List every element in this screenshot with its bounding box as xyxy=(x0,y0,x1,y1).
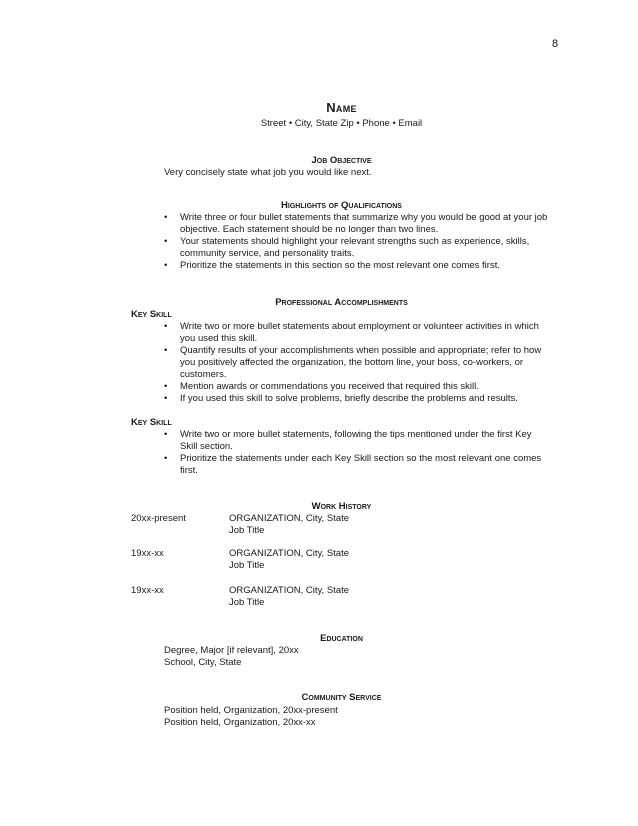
accomplishments-heading: Professional Accomplishments xyxy=(275,297,408,308)
contact-line: Street • City, State Zip • Phone • Email xyxy=(260,118,423,129)
highlights-list xyxy=(164,212,550,272)
job-objective-text: Very concisely state what job you would like next. xyxy=(164,167,372,178)
bullet: • xyxy=(164,381,168,392)
bullet-text: Write three or four bullet statements that summarize why you would be good at your job objective. Each statement should be no longer than two lines. xyxy=(180,212,548,235)
bullet-text: Write two or more bullet statements, following the tips mentioned under the first Key Skill section. xyxy=(180,429,532,452)
list-item xyxy=(164,429,550,453)
page-number: 8 xyxy=(552,38,559,50)
work-date: 19xx-xx xyxy=(131,548,164,559)
education-school: School, City, State xyxy=(164,657,242,668)
work-organization: ORGANIZATION, City, State xyxy=(229,548,349,559)
bullet: • xyxy=(164,321,168,332)
bullet-text: Your statements should highlight your relevant strengths such as experience, skills, community service, and personality traits. xyxy=(180,236,530,259)
bullet-text: Write two or more bullet statements about employment or volunteer activities in which you used this skill. xyxy=(180,321,539,344)
work-date: 19xx-xx xyxy=(131,585,164,596)
work-organization: ORGANIZATION, City, State xyxy=(229,513,349,524)
bullet: • xyxy=(164,236,168,247)
bullet-text: Mention awards or commendations you received that required this skill. xyxy=(180,381,479,392)
key-skill-list xyxy=(164,429,550,477)
bullet-text: Quantify results of your accomplishments when possible and appropriate; refer to how you positively affected the organization, the bottom line, your boss, co-workers, or customers. xyxy=(180,345,542,380)
bullet-text: Prioritize the statements in this section so the most relevant one comes first. xyxy=(180,260,500,271)
list-item xyxy=(164,236,550,260)
bullet-text: If you used this skill to solve problems, briefly describe the problems and results. xyxy=(180,393,518,404)
key-skill-label: Key Skill xyxy=(131,309,172,320)
list-item xyxy=(164,345,550,381)
list-item xyxy=(164,393,550,405)
education-heading: Education xyxy=(320,633,363,644)
list-item xyxy=(164,453,550,477)
bullet: • xyxy=(164,212,168,223)
community-service-heading: Community Service xyxy=(301,692,382,703)
bullet: • xyxy=(164,393,168,404)
list-item xyxy=(164,381,550,393)
education-degree: Degree, Major [if relevant], 20xx xyxy=(164,645,299,656)
community-service-line: Position held, Organization, 20xx-present xyxy=(164,705,338,716)
work-organization: ORGANIZATION, City, State xyxy=(229,585,349,596)
key-skill-list xyxy=(164,321,550,405)
bullet: • xyxy=(164,345,168,356)
list-item xyxy=(164,260,550,272)
work-job-title: Job Title xyxy=(229,560,265,571)
list-item xyxy=(164,212,550,236)
bullet: • xyxy=(164,429,168,440)
list-item xyxy=(164,321,550,345)
community-service-line: Position held, Organization, 20xx-xx xyxy=(164,717,316,728)
highlights-heading: Highlights of Qualifications xyxy=(281,200,402,211)
work-job-title: Job Title xyxy=(229,525,265,536)
work-job-title: Job Title xyxy=(229,597,265,608)
bullet: • xyxy=(164,260,168,271)
work-date: 20xx-present xyxy=(131,513,186,524)
key-skill-label: Key Skill xyxy=(131,417,172,428)
bullet: • xyxy=(164,453,168,464)
bullet-text: Prioritize the statements under each Key Skill section so the most relevant one comes first. xyxy=(180,453,542,476)
resume-name: Name xyxy=(326,100,357,115)
work-history-heading: Work History xyxy=(311,501,372,512)
job-objective-heading: Job Objective xyxy=(311,155,372,166)
